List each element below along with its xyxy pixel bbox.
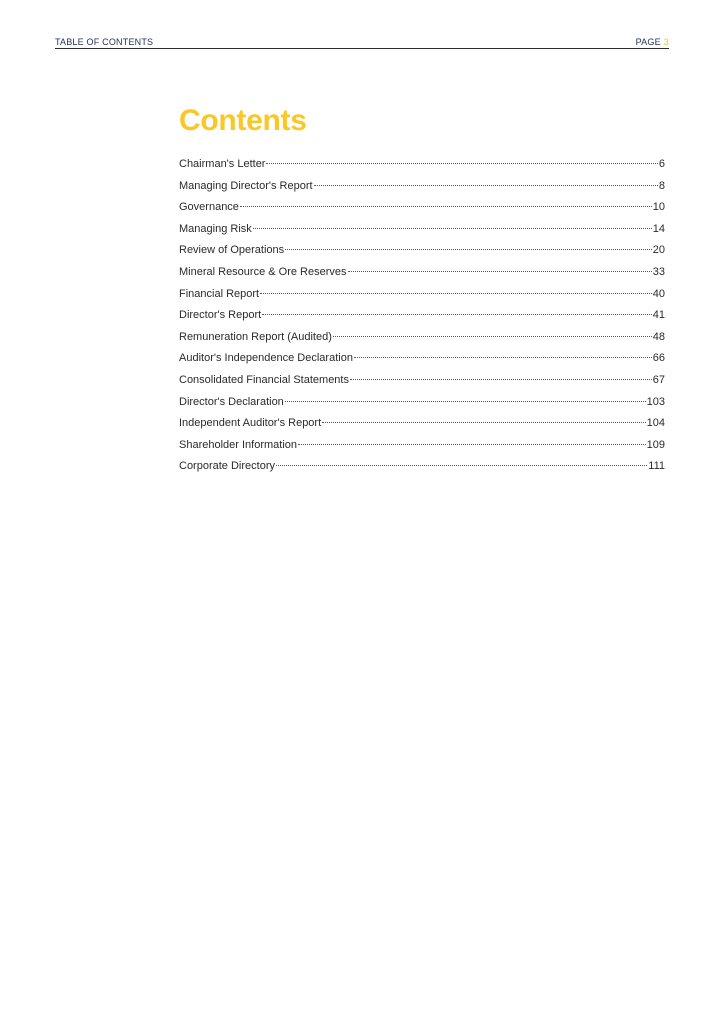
toc-entry-label: Managing Risk (179, 222, 252, 235)
toc-entry[interactable] (179, 439, 665, 461)
dot-leader (266, 163, 657, 164)
toc-entry-page: 8 (658, 179, 665, 192)
toc-entry[interactable] (179, 374, 665, 396)
dot-leader (314, 185, 658, 186)
toc-entry[interactable] (179, 266, 665, 288)
dot-leader (253, 228, 652, 229)
toc-entry-label: Shareholder Information (179, 438, 298, 451)
toc-entry-label: Director's Report (179, 309, 262, 322)
toc-entry-page: 48 (652, 330, 665, 343)
dot-leader (298, 444, 646, 445)
page-indicator (636, 37, 669, 47)
page-number: 3 (663, 37, 669, 47)
table-of-contents (179, 158, 665, 482)
toc-entry-page: 67 (652, 373, 665, 386)
toc-entry-label: Chairman's Letter (179, 158, 266, 170)
dot-leader (276, 465, 647, 466)
toc-entry-label: Financial Report (179, 287, 260, 300)
toc-entry-label: Auditor's Independence Declaration (179, 352, 353, 365)
contents-title: Contents (179, 104, 307, 137)
toc-entry-page: 14 (652, 222, 665, 235)
dot-leader (260, 293, 652, 294)
toc-entry-page: 66 (652, 352, 665, 365)
toc-entry[interactable] (179, 309, 665, 331)
dot-leader (333, 336, 652, 337)
toc-entry-page: 40 (652, 287, 665, 300)
toc-entry[interactable] (179, 180, 665, 202)
page-header (55, 36, 669, 49)
toc-entry-page: 111 (648, 460, 665, 473)
toc-entry-label: Consolidated Financial Statements (179, 373, 349, 386)
toc-entry-label: Director's Declaration (179, 395, 284, 408)
toc-entry-page: 103 (646, 395, 665, 408)
toc-entry[interactable] (179, 331, 665, 353)
dot-leader (285, 401, 646, 402)
toc-entry-label: Mineral Resource & Ore Reserves (179, 265, 347, 278)
toc-entry[interactable] (179, 417, 665, 439)
toc-entry-label: Managing Director's Report (179, 179, 313, 192)
dot-leader (354, 357, 652, 358)
dot-leader (262, 314, 652, 315)
toc-entry-page: 104 (646, 417, 665, 430)
toc-entry-label: Review of Operations (179, 244, 285, 257)
toc-entry-label: Remuneration Report (Audited) (179, 330, 332, 343)
toc-entry[interactable] (179, 201, 665, 223)
dot-leader (348, 271, 652, 272)
toc-entry[interactable] (179, 352, 665, 374)
dot-leader (350, 379, 652, 380)
toc-entry-page: 20 (652, 244, 665, 257)
toc-entry[interactable] (179, 460, 665, 482)
dot-leader (285, 249, 652, 250)
toc-entry-label: Independent Auditor's Report (179, 417, 322, 430)
dot-leader (322, 422, 645, 423)
toc-entry-page: 109 (646, 438, 665, 451)
toc-entry[interactable] (179, 158, 665, 180)
dot-leader (240, 206, 652, 207)
page-label: PAGE (635, 37, 661, 47)
toc-entry-page: 33 (652, 265, 665, 278)
toc-entry[interactable] (179, 288, 665, 310)
toc-entry[interactable] (179, 244, 665, 266)
toc-entry-page: 41 (652, 309, 665, 322)
toc-entry[interactable] (179, 223, 665, 245)
toc-entry-label: Governance (179, 201, 239, 214)
toc-entry[interactable] (179, 396, 665, 418)
toc-entry-page: 10 (652, 201, 665, 214)
toc-entry-page: 6 (658, 158, 665, 170)
toc-entry-label: Corporate Directory (179, 460, 275, 473)
section-title: TABLE OF CONTENTS (55, 37, 154, 47)
